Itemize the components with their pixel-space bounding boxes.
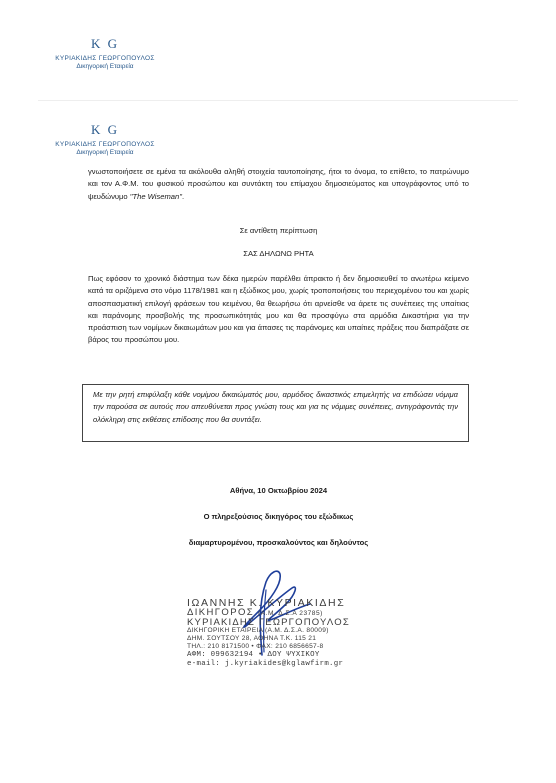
date-line: Αθήνα, 10 Οκτωβρίου 2024 (229, 486, 328, 495)
logo-firm-type: Δικηγορική Εταιρεία (76, 149, 134, 156)
identification-text: γνωστοποιήσετε σε εμένα τα ακόλουθα αληθή στοιχεία ταυτοποίησης, ήτοι το όνομα, το επίθετο, το πατρώνυμο και τον Α.Φ.Μ. του φυσικού προσώπου και συντάκτη του επίμαχου δημοσιεύματος και υπογράφοντος υπό το ψευδώνυμο (88, 167, 469, 201)
reservation-note-box: Με την ρητή επιφύλαξη κάθε νομίμου δικαιώματός μου, αρμόδιος δικαστικός επιμελητής να επιδώσει νόμιμα την παρούσα σε αυτούς που απευθύνεται προς γνώση τους και για τις νόμιμες συνέπειες, αντιγράφοντάς την ολόκληρη στις εκθέσεις επίδοσης που θα συντάξει. (82, 384, 469, 442)
logo-firm-type: Δικηγορική Εταιρεία (76, 63, 134, 70)
declaration-paragraph: Πως εφόσον το χρονικό διάστημα των δέκα ημερών παρέλθει άπρακτο ή δεν δημοσιευθεί το ανωτέρω κείμενο κατά τα οριζόμενα στο νόμο 1178/1981 και η εξώδικος μου, χωρίς τροποποιήσεις του περιεχομένου του και χωρίς αποσπασματική επιλογή φράσεων του κειμένου, θα θεωρήσω ότι αρνείσθε να άρετε τις συνέπειες της υπαίτιας και παράνομης προσβολής της προσωπικότητάς μου και θα προσφύγω στα αρμόδια Δικαστήρια για την προάσπιση των νομίμων δικαιωμάτων μου και για άπασες τις παράνομες και υπαίτιες πράξεις που διαπράξατε σε βάρος του προσώπου μου. (88, 274, 469, 345)
lawyer-stamp (187, 598, 350, 669)
identification-paragraph: γνωστοποιήσετε σε εμένα τα ακόλουθα αληθή στοιχεία ταυτοποίησης, ήτοι το όνομα, το επίθετο, το πατρώνυμο και τον Α.Φ.Μ. του φυσικού προσώπου και συντάκτη του επίμαχου δημοσιεύματος και υπογράφοντος υπό το ψευδώνυμο "The Wiseman". (88, 167, 469, 201)
stamp-registration: (Α.Μ. Δ.Σ.Α 23785) (258, 610, 323, 617)
stamp-firm-registration: ΔΙΚΗΓΟΡΙΚΗ ΕΤΑΙΡΕΙΑ (Α.Μ. Δ.Σ.Α. 80009) (187, 627, 329, 634)
page-break-line (38, 100, 518, 101)
firm-logo-second (0, 122, 210, 156)
stamp-phones: ΤΗΛ.: 210 8171500 • ΦΑΧ: 210 6856657-8 (187, 643, 324, 650)
stamp-address: ΔΗΜ. ΣΟΥΤΣΟΥ 28, ΑΘΗΝΑ Τ.Κ. 115 21 (187, 635, 317, 642)
heading-contrary-case: Σε αντίθετη περίπτωση (239, 226, 318, 235)
logo-mark: K G (90, 36, 120, 51)
heading-declaration: ΣΑΣ ΔΗΛΩΝΩ ΡΗΤΑ (243, 249, 314, 258)
logo-mark: K G (90, 122, 120, 137)
logo-firm-name: ΚΥΡΙΑΚΙΔΗΣ ΓΕΩΡΓΟΠΟΥΛΟΣ (55, 55, 155, 62)
stamp-afm: ΑΦΜ: 099632194 • ΔΟΥ ΨΥΧΙΚΟΥ (187, 651, 320, 659)
firm-logo (0, 36, 210, 70)
stamp-firm: ΚΥΡΙΑΚΙΔΗΣ ΓΕΩΡΓΟΠΟΥΛΟΣ (187, 617, 350, 628)
stamp-email: e-mail: j.kyriakides@kglawfirm.gr (187, 660, 344, 668)
logo-firm-name: ΚΥΡΙΑΚΙΔΗΣ ΓΕΩΡΓΟΠΟΥΛΟΣ (55, 141, 155, 148)
closing-line-2: διαμαρτυρομένου, προσκαλούντος και δηλούντος (188, 538, 369, 547)
stamp-lawyer-name: ΙΩΑΝΝΗΣ Κ. ΚΥΡΙΑΚΙΔΗΣ (187, 597, 346, 609)
stamp-title: ΔΙΚΗΓΟΡΟΣ (187, 607, 255, 618)
pseudonym: "The Wiseman" (129, 191, 182, 201)
closing-line-1: Ο πληρεξούσιος δικηγόρος του εξώδικως (203, 512, 354, 521)
